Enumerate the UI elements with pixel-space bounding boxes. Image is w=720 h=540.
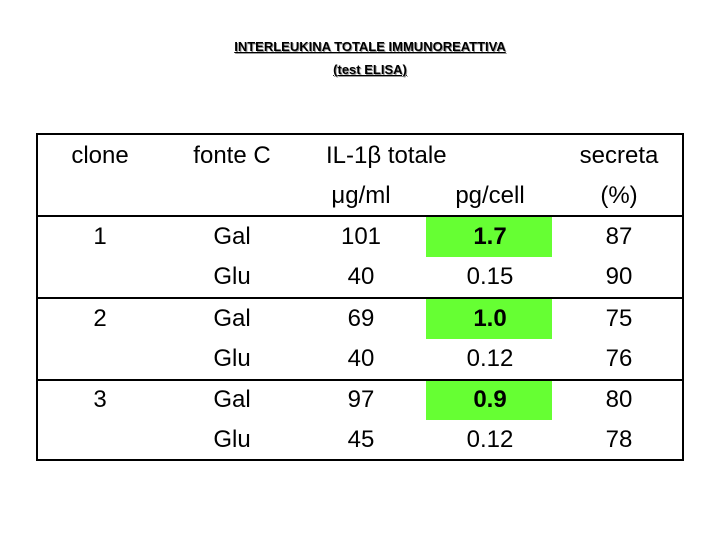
source-cell: Glu bbox=[213, 345, 251, 372]
per-cell-cell: 0.15 bbox=[466, 263, 514, 290]
conc-cell: 101 bbox=[340, 223, 382, 250]
conc-cell: 45 bbox=[347, 426, 375, 453]
conc-cell: 40 bbox=[347, 345, 375, 372]
row-divider bbox=[38, 215, 682, 217]
source-cell: Glu bbox=[213, 426, 251, 453]
row-divider bbox=[38, 297, 682, 299]
secreted-cell: 76 bbox=[605, 345, 633, 372]
conc-cell: 69 bbox=[347, 305, 375, 332]
source-cell: Gal bbox=[213, 305, 251, 332]
clone-cell bbox=[50, 263, 150, 291]
header-source: fonte C bbox=[193, 142, 271, 169]
header-clone: clone bbox=[71, 142, 129, 169]
header-il1b-label: IL-1β totale bbox=[326, 142, 447, 169]
table-subtitle: (test ELISA) bbox=[333, 62, 407, 77]
source-cell: Gal bbox=[213, 386, 251, 413]
conc-cell: 40 bbox=[347, 263, 375, 290]
per-cell-cell: 0.12 bbox=[466, 426, 514, 453]
per-cell-cell: 0.9 bbox=[473, 386, 507, 413]
header-unit-conc: μg/ml bbox=[331, 182, 391, 209]
clone-cell: 1 bbox=[93, 223, 107, 250]
per-cell-cell: 1.0 bbox=[473, 305, 507, 332]
row-divider bbox=[38, 379, 682, 381]
clone-cell: 2 bbox=[93, 305, 107, 332]
per-cell-cell: 0.12 bbox=[466, 345, 514, 372]
secreted-cell: 90 bbox=[605, 263, 633, 290]
clone-cell: 3 bbox=[93, 386, 107, 413]
secreted-cell: 80 bbox=[605, 386, 633, 413]
header-unit-cell: pg/cell bbox=[455, 182, 525, 209]
header-secreted: secreta bbox=[579, 142, 659, 169]
secreted-cell: 78 bbox=[605, 426, 633, 453]
table-title: INTERLEUKINA TOTALE IMMUNOREATTIVA bbox=[234, 39, 506, 54]
header-secreted-unit: (%) bbox=[600, 182, 638, 209]
secreted-cell: 87 bbox=[605, 223, 633, 250]
clone-cell bbox=[50, 426, 150, 454]
source-cell: Gal bbox=[213, 223, 251, 250]
conc-cell: 97 bbox=[347, 386, 375, 413]
secreted-cell: 75 bbox=[605, 305, 633, 332]
source-cell: Glu bbox=[213, 263, 251, 290]
header-il1b bbox=[326, 142, 526, 170]
per-cell-cell: 1.7 bbox=[473, 223, 507, 250]
clone-cell bbox=[50, 345, 150, 373]
